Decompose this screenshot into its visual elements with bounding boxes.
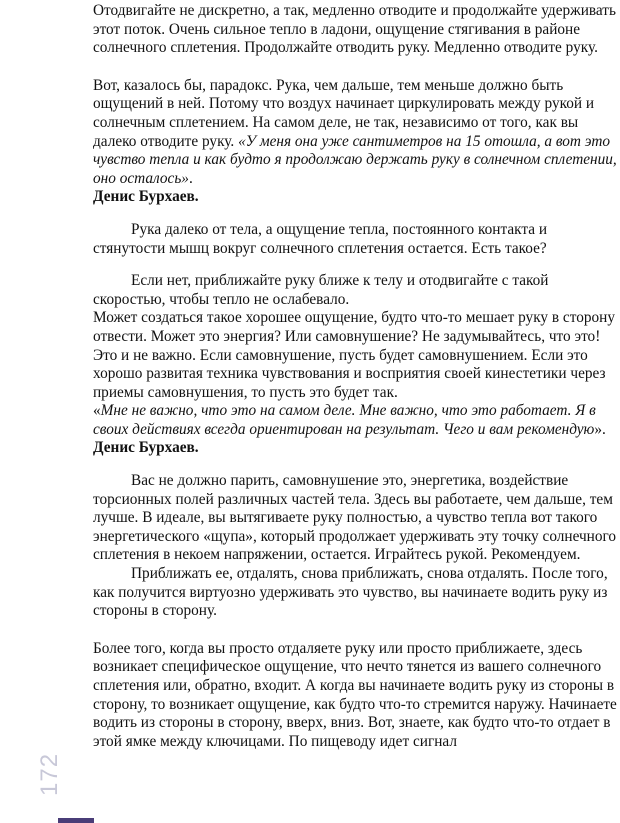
paragraph-6-open: « [93,402,101,420]
paragraph-6 [93,402,619,439]
paragraph-9: Более того, когда вы просто отдаляете руку или просто приближаете, здесь возникает специфическое ощущение, что нечто тянется из вашего солнечного сплетения или, обратно, входит. А когда вы начинаете водить руку из стороны в сторону, то возникает ощущение, как будто что-то стремится наружу. Начинаете водить из стороны в сторону, вверх, вниз. Вот, знаете, как будто что-то отдает в этой ямке между ключицами. По пищеводу идет сигнал [93,639,617,750]
footer-accent-bar [58,818,94,823]
paragraph-8: Приближать ее, отдалять, снова приближать, снова отдалять. После того, как получится виртуозно удерживать это чувство, вы начинаете водить руку из стороны в сторону. [93,565,608,620]
paragraph-2-end: . [188,169,193,187]
page-body [93,2,619,751]
paragraph-2 [93,77,619,189]
quote-author-1: Денис Бурхаев. [93,188,199,206]
paragraph-4: Если нет, приближайте руку ближе к телу и отодвигайте с такой скоростью, чтобы тепло не ослабевало. [93,272,549,308]
page-number: 172 [36,752,63,796]
paragraph-2-text: Вот, казалось бы, парадокс. Рука, чем дальше, тем меньше должно быть ощущений в ней. Потому что воздух начинает циркулировать между рукой и солнечным сплетением. На самом деле, не так, независимо от того, как вы далеко отводите руку. [93,76,595,150]
paragraph-6-quote: Мне не важно, что это на самом деле. Мне важно, что это работает. Я в своих действиях всегда ориентирован на результат. Чего и вам рекомендую [93,402,596,438]
quote-author-2: Денис Бурхаев. [93,439,199,457]
paragraph-5: Может создаться такое хорошее ощущение, будто что-то мешает руку в сторону отвести. Может это энергия? Или самовнушение? Не задумывайтесь, что это! Это и не важно. Если самовнушение, пусть будет самовнушением. Если это хорошо развитая техника чувствования и восприятия своей кинестетики через приемы самовнушения, то пусть это будет так. [93,309,615,401]
paragraph-2-quote: «У меня она уже сантиметров на 15 отошла, а вот это чувство тепла и как будто я продолжаю держать руку в солнечном сплетении, оно осталось» [93,132,617,187]
paragraph-3: Рука далеко от тела, а ощущение тепла, постоянного контакта и стянутости мышц вокруг солнечного сплетения остается. Есть такое? [93,220,548,257]
paragraph-6-close: ». [594,420,606,438]
paragraph-1: Отодвигайте не дискретно, а так, медленно отводите и продолжайте удерживать этот поток. Очень сильное тепло в ладони, ощущение стягивания в районе солнечного сплетения. Продолжайте отводить руку. Медленно отводите руку. [93,2,616,57]
paragraph-7: Вас не должно парить, самовнушение это, энергетика, воздействие торсионных полей различных частей тела. Здесь вы работаете, чем дальше, тем лучше. В идеале, вы вытягиваете руку полностью, а чувство тепла вот такого энергетического «щупа», который продолжает удерживать эту точку солнечного сплетения в некоем напряжении, остается. Играйтесь рукой. Рекомендуем. [93,472,617,564]
